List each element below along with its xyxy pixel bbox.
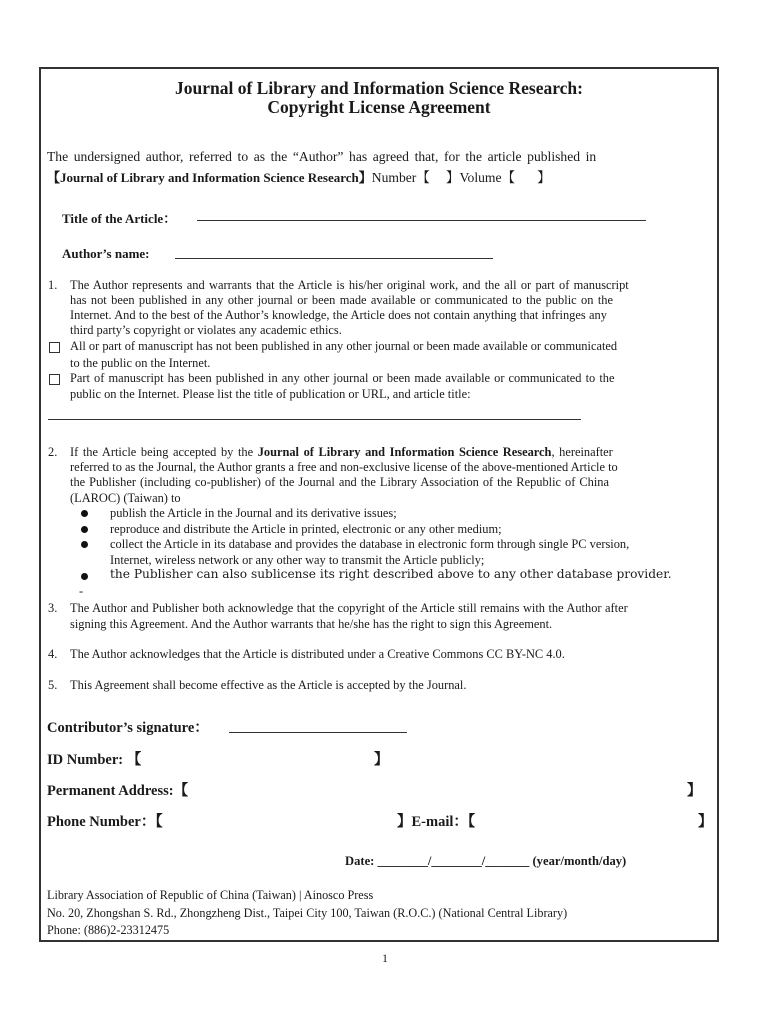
author-name-label: Author’s name: (62, 246, 150, 261)
address-field[interactable] (211, 778, 685, 796)
option-published-line: public on the Internet. Please list the title of publication or URL, and article title: (70, 387, 471, 401)
author-name-field[interactable] (175, 258, 493, 259)
signature-label: Contributor’s signature： (47, 720, 209, 736)
clause-1-line: third party’s copyright or violates any academic ethics. (70, 323, 342, 337)
clause-2-line: the Publisher (including co-publisher) of the Journal and the Library Association of the Republic of China (70, 475, 609, 489)
clause-2-line: referred to as the Journal, the Author grants a free and non-exclusive license of the above-mentioned Article to (70, 460, 618, 474)
clause-2-text: If the Article being accepted by the (70, 445, 258, 459)
clause-1-number: 1. (48, 278, 58, 292)
volume-label: 】Volume【 (445, 170, 516, 185)
article-title-label: Title of the Article： (62, 211, 177, 226)
email-field[interactable] (486, 809, 696, 827)
bullet-item: reproduce and distribute the Article in printed, electronic or any other medium; (110, 522, 502, 536)
option-not-published-line: All or part of manuscript has not been published in any other journal or been made available or communicated (70, 339, 618, 353)
clause-1-line: Internet. And to the best of the Author’s knowledge, the Article does not contain anything that infringes any (70, 308, 607, 322)
id-number-close: 】 (374, 752, 389, 768)
footer-organization: Library Association of Republic of China (Taiwan) | Ainosco Press (47, 888, 374, 902)
bullet-item: Internet, wireless network or any other way to transmit the Article publicly; (110, 553, 485, 567)
clause-3-line: The Author and Publisher both acknowledge that the copyright of the Article still remains with the Author after (70, 601, 628, 615)
option-published-line: Part of manuscript has been published in any other journal or been made available or communicated to the (70, 371, 615, 385)
clause-5-number: 5. (48, 678, 58, 692)
intro-text: The undersigned author, referred to as the “Author” has agreed that, for the article published in (47, 149, 597, 164)
clause-5-text: This Agreement shall become effective as the Article is accepted by the Journal. (70, 678, 467, 692)
footer-address: No. 20, Zhongshan S. Rd., Zhongzheng Dist., Taipei City 100, Taiwan (R.O.C.) (National Central Library) (47, 906, 568, 920)
clause-2-number: 2. (48, 445, 58, 459)
article-title-field[interactable] (197, 220, 646, 221)
clause-4-text: The Author acknowledges that the Article is distributed under a Creative Commons CC BY-NC 4.0. (70, 647, 565, 661)
clause-3-line: signing this Agreement. And the Author warrants that he/she has the right to sign this Agreement. (70, 617, 553, 631)
bullet-item: publish the Article in the Journal and its derivative issues; (110, 506, 397, 520)
clause-1-line: has not been published in any other journal or been made available or communicated to the public on the (70, 293, 613, 307)
id-number-field[interactable] (228, 747, 373, 765)
clause-2-line: (LAROC) (Taiwan) to (70, 491, 181, 505)
email-close: 】 (698, 814, 713, 830)
intro-journal-line (47, 166, 551, 186)
footer-phone: Phone: (886)2-23312475 (47, 923, 170, 937)
date-field[interactable]: Date: ________/________/_______ (year/month/day) (345, 854, 627, 868)
email-label: 】E-mail：【 (397, 814, 476, 830)
checkbox-not-published[interactable] (49, 342, 60, 353)
phone-label: Phone Number：【 (47, 814, 163, 830)
option-not-published-line: to the public on the Internet. (70, 356, 211, 370)
id-number-label: ID Number: 【 (47, 752, 142, 768)
bullet-icon (81, 541, 88, 548)
phone-field[interactable] (186, 809, 396, 827)
signature-field[interactable] (229, 732, 407, 733)
bullet-icon (81, 573, 88, 580)
page-subtitle: Copyright License Agreement (267, 97, 491, 117)
clause-1-line: The Author represents and warrants that the Article is his/her original work, and the all or part of manuscript (70, 278, 629, 292)
page-title: Journal of Library and Information Science Research: (175, 78, 583, 98)
volume-close: 】 (537, 170, 551, 185)
checkbox-published[interactable] (49, 374, 60, 385)
number-label: Number【 (371, 170, 430, 185)
bullet-item: collect the Article in its database and provides the database in electronic form through single PC version, (110, 537, 630, 551)
address-label: Permanent Address:【 (47, 783, 189, 799)
bullet-icon (81, 510, 88, 517)
clause-3-number: 3. (48, 601, 58, 615)
clause-2-text: , hereinafter (551, 445, 613, 459)
bullet-item: the Publisher can also sublicense its right described above to any other database provider. (110, 567, 672, 581)
journal-name: 【Journal of Library and Information Science Research】 (47, 170, 372, 185)
bullet-icon (81, 526, 88, 533)
clause-2-line (70, 445, 613, 460)
publication-title-field[interactable] (48, 419, 581, 420)
page-number: 1 (382, 951, 388, 965)
address-close: 】 (687, 783, 702, 799)
clause-4-number: 4. (48, 647, 58, 661)
dash: - (79, 584, 84, 598)
agreement-frame (39, 67, 719, 942)
journal-name-bold: Journal of Library and Information Science Research (257, 445, 552, 459)
